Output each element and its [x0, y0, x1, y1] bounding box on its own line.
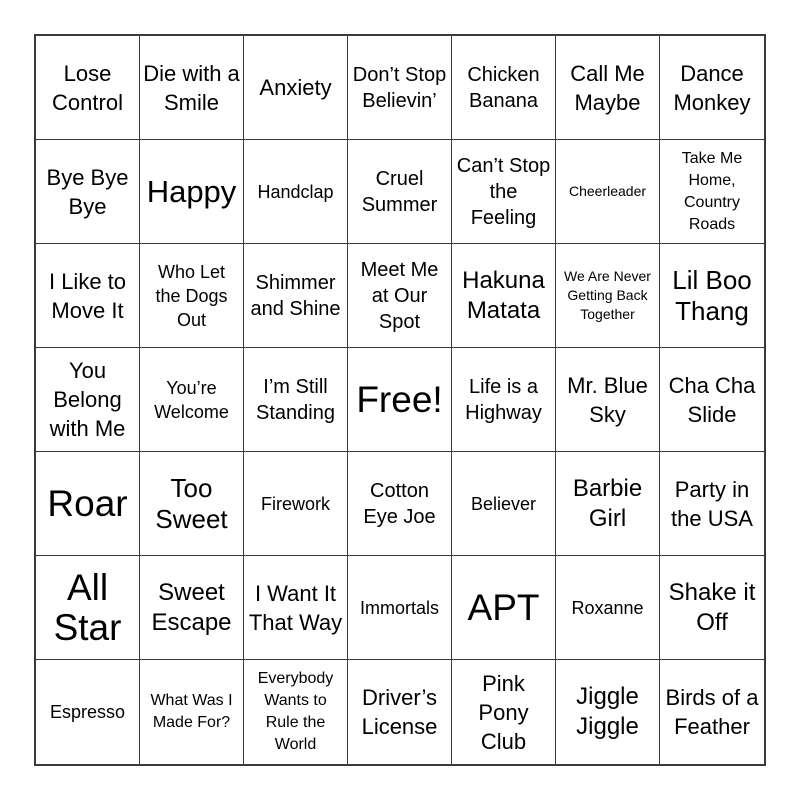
cell-label: Roar — [47, 482, 128, 524]
cell-label: Lose Control — [52, 60, 123, 115]
bingo-cell[interactable] — [244, 36, 348, 140]
cell-label: Shake it Off — [668, 578, 756, 636]
cell-label: Call Me Maybe — [570, 60, 645, 115]
cell-label: Too Sweet — [155, 472, 228, 534]
bingo-cell[interactable] — [140, 244, 244, 348]
bingo-cell[interactable] — [140, 36, 244, 140]
bingo-cell[interactable] — [556, 140, 660, 244]
cell-label: Espresso — [49, 702, 126, 722]
bingo-cell[interactable] — [140, 660, 244, 764]
bingo-cell[interactable] — [348, 244, 452, 348]
cell-label: Cha Cha Slide — [668, 372, 756, 427]
bingo-cell[interactable] — [36, 348, 140, 452]
cell-label: Chicken Banana — [467, 63, 540, 112]
cell-label: Bye Bye Bye — [46, 164, 129, 219]
cell-label: Anxiety — [259, 75, 332, 100]
bingo-cell[interactable] — [36, 244, 140, 348]
cell-label: Handclap — [257, 181, 334, 202]
cell-label: Immortals — [359, 597, 439, 618]
bingo-cell[interactable] — [348, 556, 452, 660]
cell-label: Everybody Wants to Rule the World — [257, 670, 334, 753]
bingo-cell[interactable] — [452, 556, 556, 660]
bingo-cell[interactable] — [452, 244, 556, 348]
cell-label: Take Me Home, Country Roads — [681, 149, 743, 233]
cell-label: Happy — [146, 173, 237, 209]
bingo-cell[interactable] — [452, 348, 556, 452]
cell-label: Birds of a Feather — [665, 685, 759, 739]
cell-label: You Belong with Me — [49, 358, 126, 441]
bingo-cell[interactable] — [348, 36, 452, 140]
bingo-cell[interactable] — [140, 348, 244, 452]
cell-label: Hakuna Matata — [462, 266, 545, 324]
bingo-cell[interactable] — [660, 660, 764, 764]
cell-label: Firework — [260, 493, 330, 514]
cell-label: Jiggle Jiggle — [576, 683, 639, 740]
cell-label: Cotton Eye Joe — [363, 479, 436, 528]
bingo-cell[interactable] — [36, 556, 140, 660]
bingo-cell[interactable] — [36, 36, 140, 140]
bingo-cell[interactable] — [244, 660, 348, 764]
cell-label: Sweet Escape — [151, 578, 232, 636]
bingo-cell[interactable] — [556, 348, 660, 452]
bingo-cell[interactable] — [452, 140, 556, 244]
cell-label: We Are Never Getting Back Together — [564, 268, 651, 322]
cell-label: Shimmer and Shine — [250, 271, 341, 320]
cell-label: I Like to Move It — [48, 268, 127, 323]
cell-label: Free! — [356, 378, 443, 420]
cell-label: Pink Pony Club — [478, 670, 529, 754]
bingo-cell[interactable] — [556, 452, 660, 556]
cell-label: Driver’s License — [361, 685, 438, 739]
bingo-cell[interactable] — [140, 556, 244, 660]
bingo-cell[interactable] — [140, 140, 244, 244]
cell-label: Can’t Stop the Feeling — [456, 154, 551, 229]
bingo-cell[interactable] — [348, 452, 452, 556]
bingo-cell[interactable] — [660, 36, 764, 140]
cell-label: I Want It That Way — [248, 580, 343, 635]
bingo-cell[interactable] — [660, 244, 764, 348]
bingo-cell[interactable] — [660, 140, 764, 244]
cell-label: You’re Welcome — [154, 377, 229, 422]
bingo-cell[interactable] — [556, 556, 660, 660]
bingo-cell[interactable] — [556, 660, 660, 764]
bingo-cell[interactable] — [660, 348, 764, 452]
bingo-cell[interactable] — [140, 452, 244, 556]
cell-label: Lil Boo Thang — [672, 264, 752, 326]
bingo-cell[interactable] — [452, 452, 556, 556]
bingo-board — [34, 34, 766, 766]
bingo-cell[interactable] — [556, 244, 660, 348]
cell-label: Party in the USA — [671, 476, 753, 531]
bingo-cell[interactable] — [556, 36, 660, 140]
bingo-cell[interactable] — [452, 660, 556, 764]
bingo-cell[interactable] — [348, 140, 452, 244]
cell-label: Die with a Smile — [143, 60, 240, 115]
cell-label: I’m Still Standing — [256, 375, 335, 424]
cell-label: All Star — [53, 566, 122, 648]
cell-label: Life is a Highway — [465, 375, 542, 424]
free-space[interactable] — [348, 348, 452, 452]
bingo-cell[interactable] — [244, 452, 348, 556]
bingo-cell[interactable] — [36, 452, 140, 556]
bingo-cell[interactable] — [36, 140, 140, 244]
bingo-cell[interactable] — [244, 556, 348, 660]
bingo-cell[interactable] — [452, 36, 556, 140]
cell-label: Meet Me at Our Spot — [360, 258, 439, 333]
bingo-cell[interactable] — [244, 140, 348, 244]
cell-label: APT — [467, 586, 540, 628]
cell-label: Believer — [470, 493, 537, 514]
bingo-cell[interactable] — [36, 660, 140, 764]
bingo-cell[interactable] — [244, 348, 348, 452]
cell-label: Cruel Summer — [361, 167, 438, 216]
cell-label: Don’t Stop Believin’ — [352, 63, 447, 112]
cell-label: Who Let the Dogs Out — [155, 261, 228, 330]
bingo-cell[interactable] — [660, 452, 764, 556]
bingo-cell[interactable] — [244, 244, 348, 348]
bingo-cell[interactable] — [348, 660, 452, 764]
cell-label: Mr. Blue Sky — [567, 372, 648, 427]
bingo-cell[interactable] — [660, 556, 764, 660]
cell-label: What Was I Made For? — [150, 692, 233, 731]
cell-label: Roxanne — [571, 597, 644, 618]
cell-label: Dance Monkey — [673, 60, 751, 115]
cell-label: Cheerleader — [568, 183, 647, 199]
cell-label: Barbie Girl — [572, 474, 643, 532]
